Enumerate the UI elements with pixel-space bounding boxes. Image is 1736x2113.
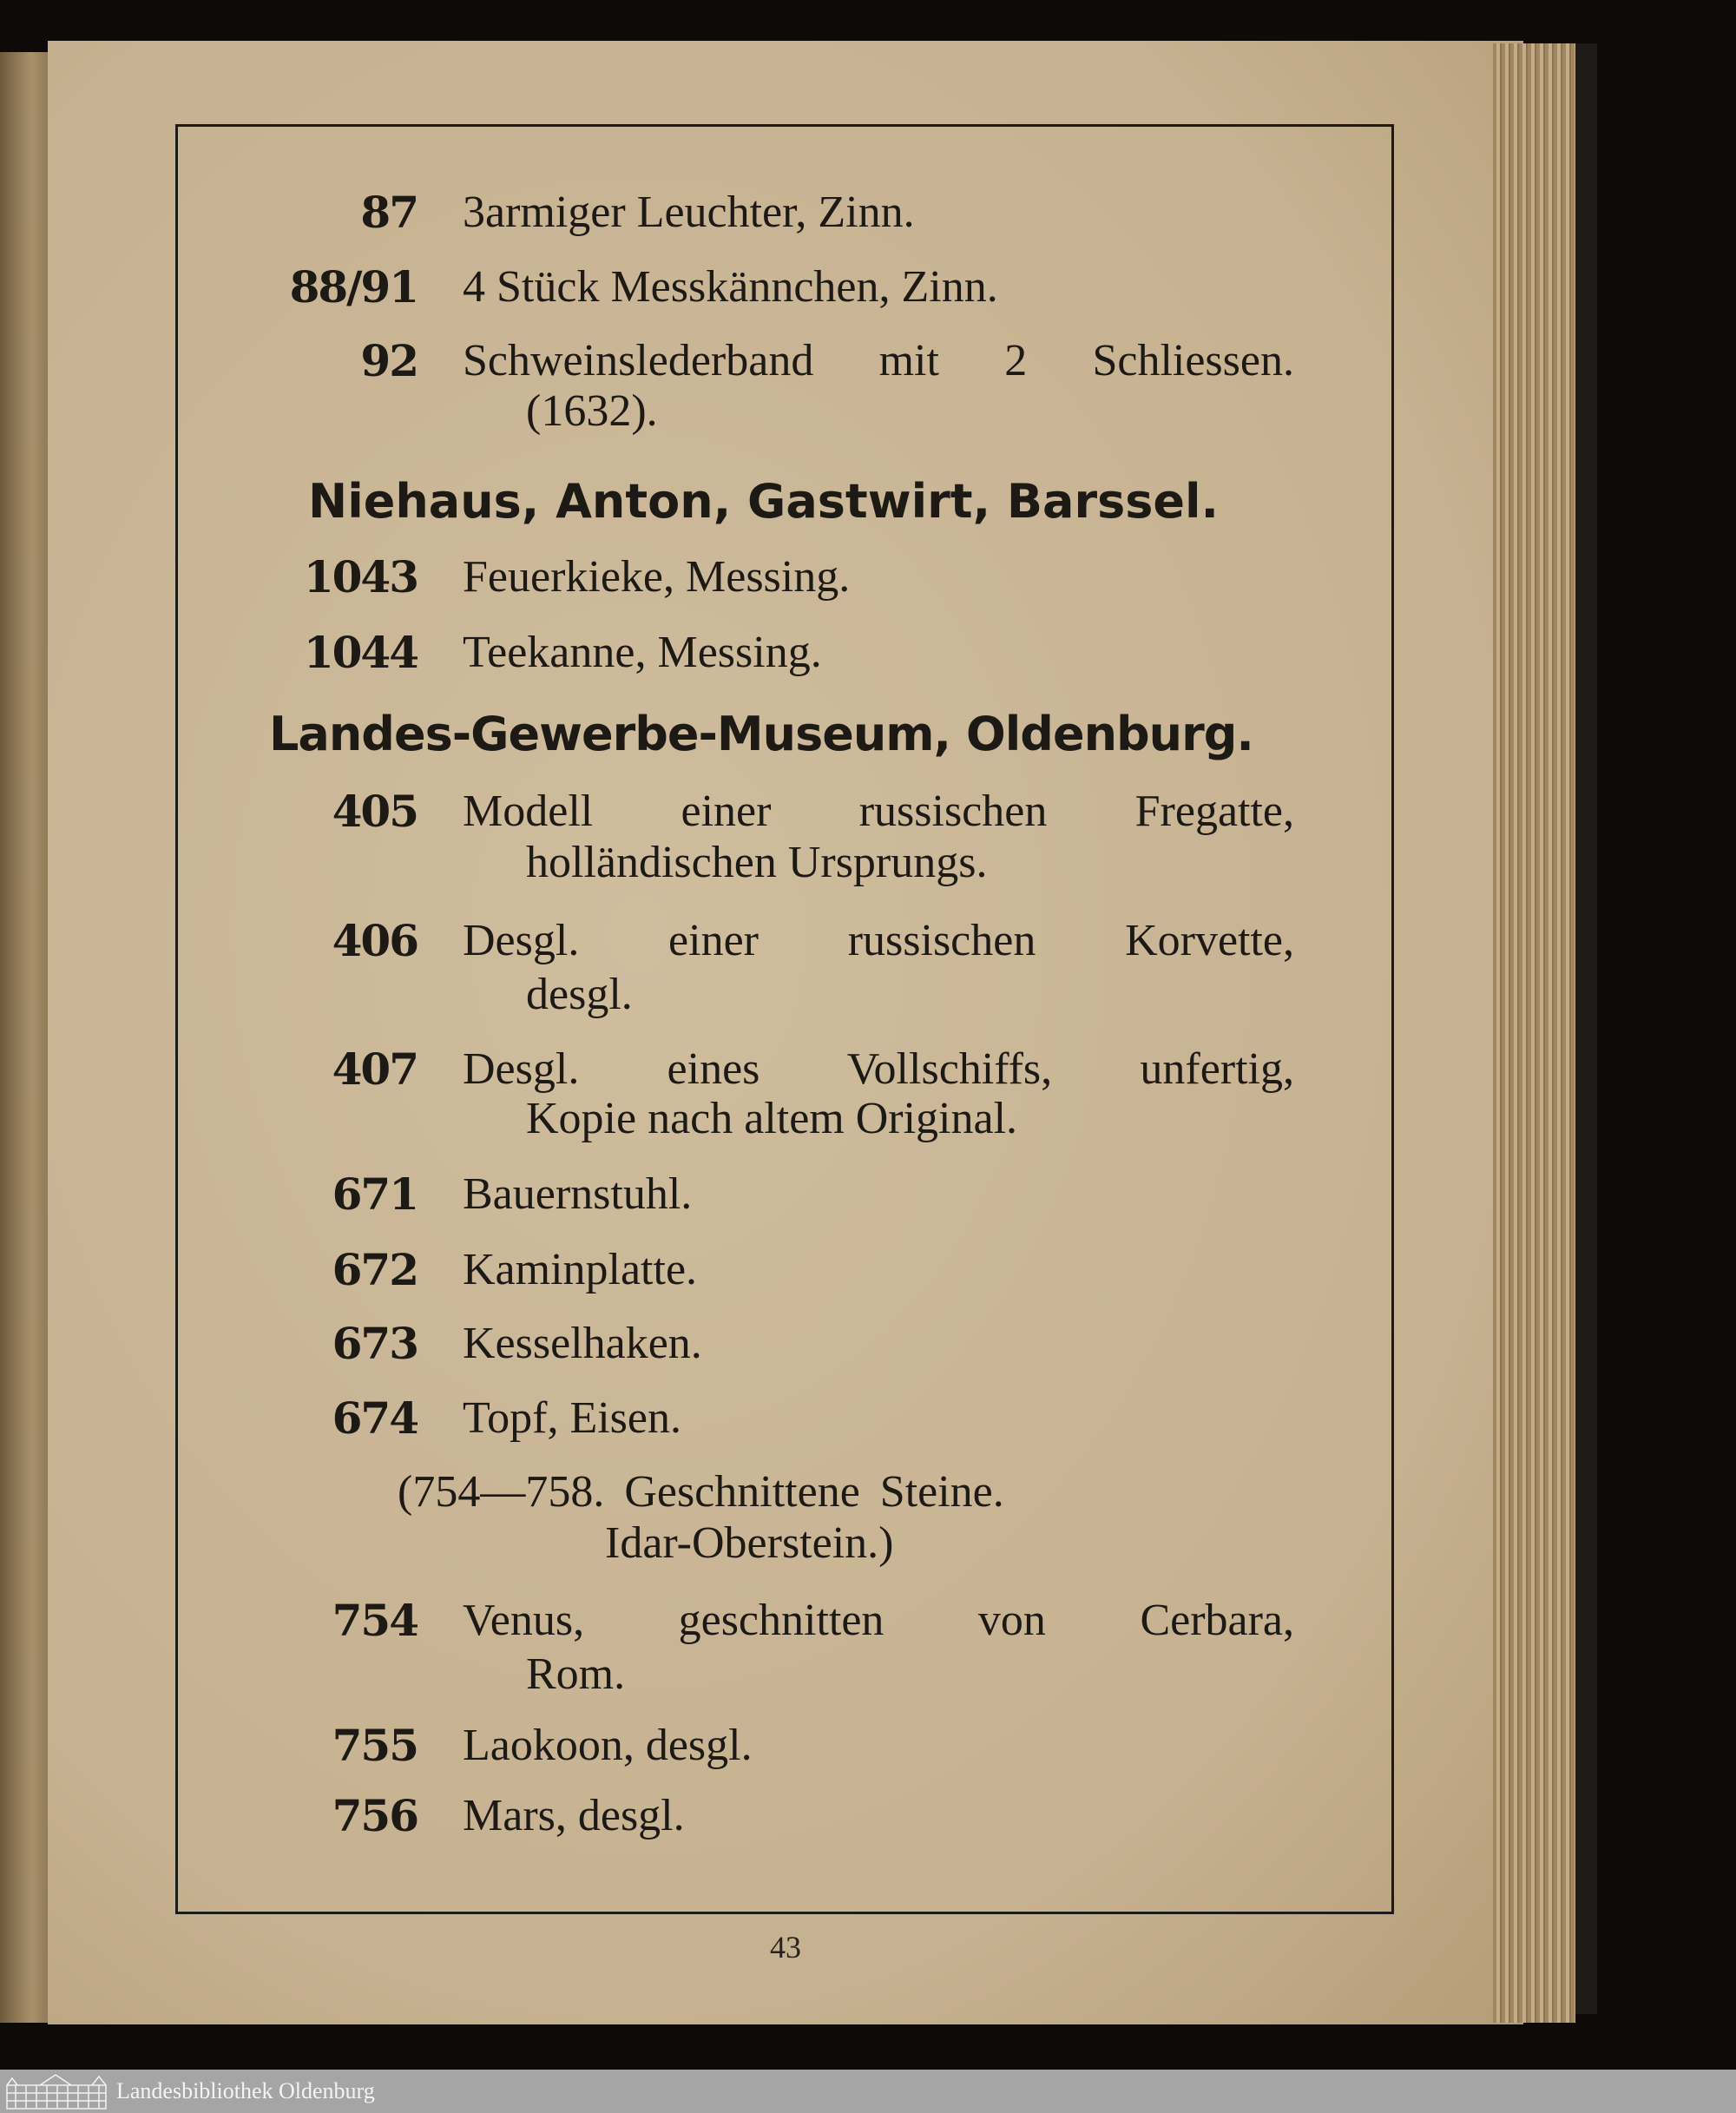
entry-number: 407 — [332, 1043, 418, 1095]
entry-number: 754 — [332, 1595, 418, 1646]
entry-continuation — [0, 381, 1736, 442]
entry-continuation — [0, 1644, 1736, 1705]
entry-continuation — [0, 1089, 1736, 1149]
entry-text: Schweinslederband mit 2 Schliessen. — [463, 336, 1294, 385]
entry-number: 755 — [332, 1720, 418, 1771]
library-name: Landesbibliothek Oldenburg — [116, 2078, 375, 2103]
entry — [0, 1388, 1736, 1449]
entry-number: 1043 — [303, 551, 418, 602]
entry-text-continued: desgl. — [526, 970, 633, 1019]
library-building-icon — [5, 2073, 108, 2110]
entry — [0, 1786, 1736, 1846]
entry — [0, 257, 1736, 318]
entry — [0, 622, 1736, 683]
entry — [0, 911, 1736, 971]
entry-number: 756 — [332, 1790, 418, 1841]
entry-text: 4 Stück Messkännchen, Zinn. — [463, 262, 998, 312]
entry-text: Topf, Eisen. — [463, 1393, 681, 1443]
group-note — [0, 1513, 1736, 1574]
entry-number: 673 — [332, 1318, 418, 1369]
entry-text: Mars, desgl. — [463, 1791, 685, 1840]
entry-number: 92 — [360, 335, 418, 386]
entry-text-continued: holländischen Ursprungs. — [526, 838, 988, 887]
entry-text: Laokoon, desgl. — [463, 1721, 753, 1770]
heading-text: Landes-Gewerbe-Museum, Oldenburg. — [269, 707, 1253, 761]
entry-number: 406 — [332, 915, 418, 966]
group-note-line: (754—758. Geschnittene Steine. — [398, 1467, 1004, 1517]
entry-number: 672 — [332, 1244, 418, 1295]
entry-text: Teekanne, Messing. — [463, 628, 822, 677]
entry — [0, 1715, 1736, 1776]
entry-number: 87 — [360, 187, 418, 238]
section-heading-museum — [0, 704, 1736, 765]
entry-text-continued: (1632). — [526, 386, 658, 436]
entry-continuation — [0, 964, 1736, 1025]
footer-bar — [0, 2070, 1736, 2113]
entry-text: Desgl. eines Vollschiffs, unfertig, — [463, 1044, 1294, 1094]
entry-text-continued: Kopie nach altem Original. — [526, 1094, 1018, 1143]
entry-text-continued: Rom. — [526, 1649, 626, 1699]
entry-text: 3armiger Leuchter, Zinn. — [463, 188, 915, 237]
entry-text: Kesselhaken. — [463, 1319, 702, 1368]
entry — [0, 1590, 1736, 1651]
group-note-line: Idar-Oberstein.) — [605, 1518, 894, 1568]
section-heading-niehaus — [0, 471, 1736, 532]
entry-text: Desgl. einer russischen Korvette, — [463, 916, 1294, 965]
page-number: 43 — [770, 1930, 801, 1965]
entry — [0, 182, 1736, 243]
entry-number: 405 — [332, 786, 418, 837]
entry-text: Venus, geschnitten von Cerbara, — [463, 1596, 1294, 1645]
entry-text: Kaminplatte. — [463, 1245, 698, 1294]
entry-text: Modell einer russischen Fregatte, — [463, 787, 1294, 836]
entry — [0, 547, 1736, 608]
entry — [0, 1313, 1736, 1374]
entry — [0, 1240, 1736, 1300]
entry-continuation — [0, 833, 1736, 893]
entry-text: Feuerkieke, Messing. — [463, 552, 851, 602]
entry-number: 674 — [332, 1392, 418, 1444]
entry — [0, 1164, 1736, 1225]
entry-number: 88/91 — [289, 261, 418, 313]
entry-number: 671 — [332, 1168, 418, 1220]
heading-text: Niehaus, Anton, Gastwirt, Barssel. — [308, 474, 1220, 529]
entry-text: Bauernstuhl. — [463, 1169, 693, 1219]
entry-number: 1044 — [303, 627, 418, 678]
